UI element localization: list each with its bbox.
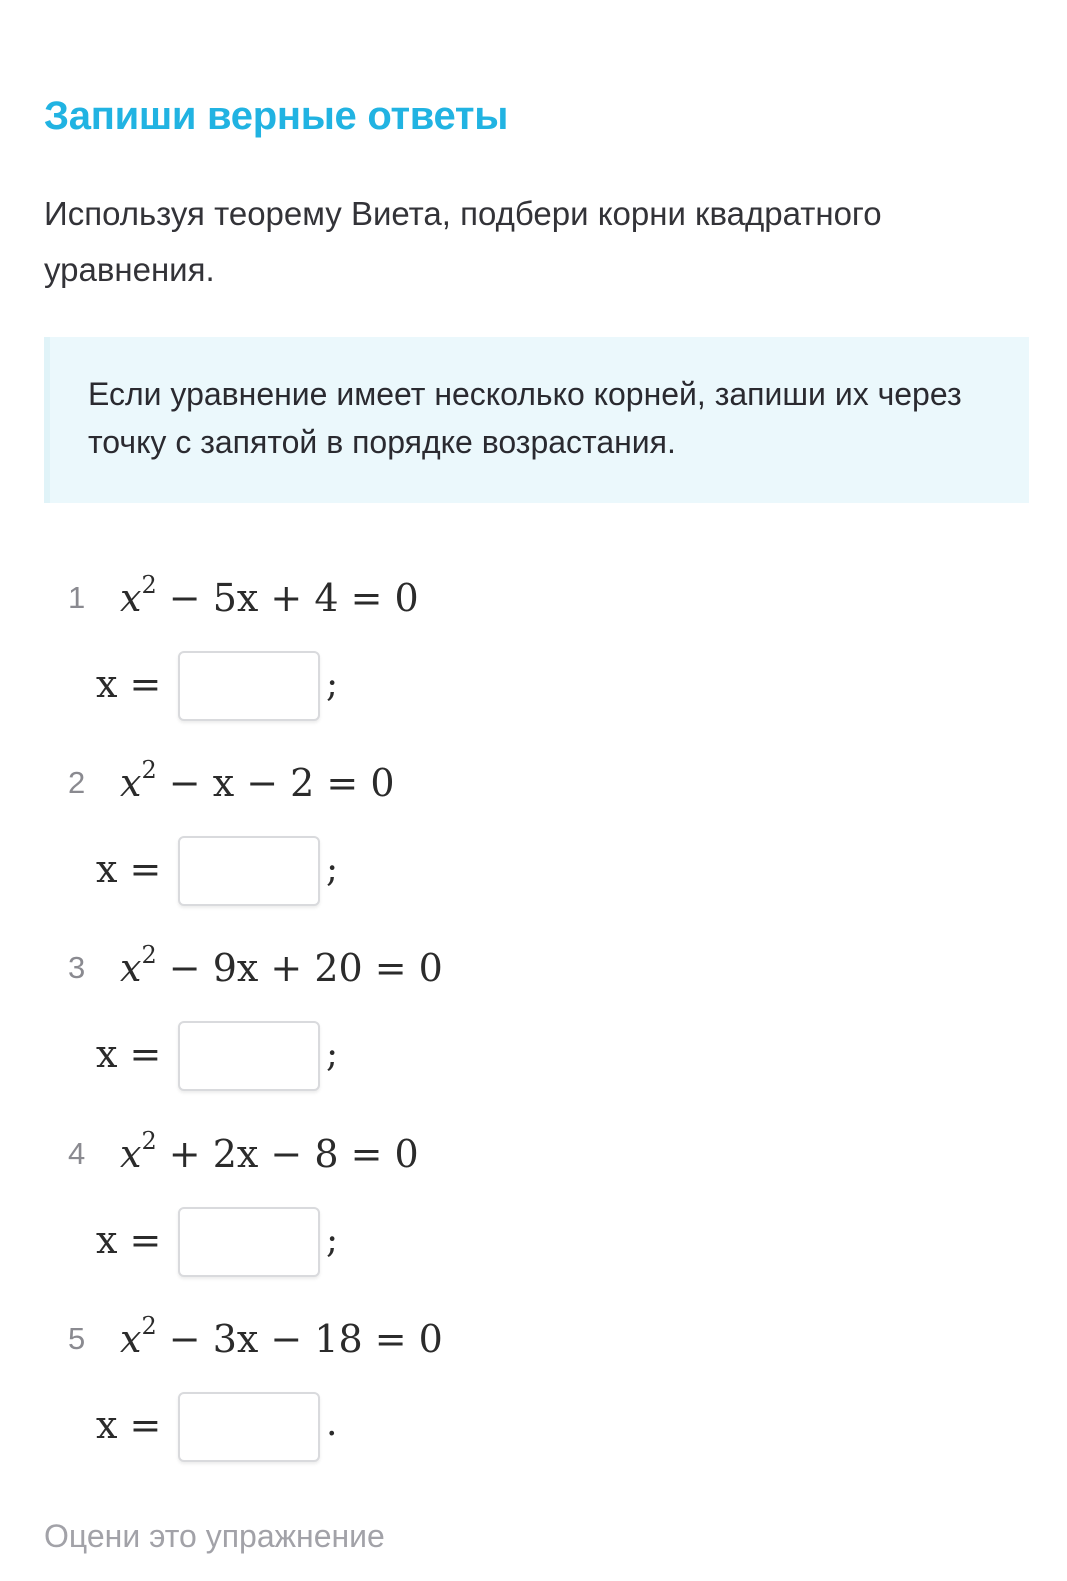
equation-exponent: 2 [141, 1127, 157, 1155]
answer-input-5[interactable] [178, 1392, 320, 1462]
task-equation [120, 571, 419, 620]
equation-exponent: 2 [141, 1312, 157, 1340]
equation-rest: − x − 2 = 0 [156, 761, 395, 805]
answer-separator: . [326, 1403, 338, 1444]
task-number: 1 [68, 580, 86, 615]
task-equation [120, 756, 395, 805]
answer-label: x = [96, 1032, 162, 1076]
equation-variable: x [120, 946, 142, 990]
equation-rest: − 5x + 4 = 0 [156, 576, 419, 620]
equation-variable: x [120, 1132, 142, 1176]
hint-text: Если уравнение имеет несколько корней, запиши их через точку с запятой в порядке возрастания. [88, 376, 962, 460]
task-number: 5 [68, 1321, 86, 1356]
answer-separator: ; [326, 664, 339, 705]
task-equation [120, 1312, 443, 1361]
equation-rest: − 3x − 18 = 0 [156, 1317, 443, 1361]
task-number: 2 [68, 765, 86, 800]
equation-variable: x [120, 1317, 142, 1361]
hint-box [44, 337, 1029, 503]
equation-exponent: 2 [141, 756, 157, 784]
instruction-text: Используя теорему Виета, подбери корни квадратного уравнения. [44, 195, 882, 288]
answer-separator: ; [326, 1034, 339, 1075]
task-number: 4 [68, 1136, 86, 1171]
equation-rest: − 9x + 20 = 0 [156, 946, 443, 990]
answer-label: x = [96, 662, 162, 706]
answer-input-2[interactable] [178, 836, 320, 906]
answer-input-1[interactable] [178, 651, 320, 721]
equation-variable: x [120, 576, 142, 620]
task-equation [120, 941, 443, 990]
equation-exponent: 2 [141, 941, 157, 969]
answer-label: x = [96, 847, 162, 891]
answer-label: x = [96, 1218, 162, 1262]
task-equation [120, 1127, 419, 1176]
answer-input-4[interactable] [178, 1207, 320, 1277]
answer-label: x = [96, 1403, 162, 1447]
equation-exponent: 2 [141, 571, 157, 599]
answer-input-3[interactable] [178, 1021, 320, 1091]
equation-rest: + 2x − 8 = 0 [156, 1132, 419, 1176]
rate-exercise-label[interactable]: Оцени это упражнение [44, 1518, 385, 1554]
equation-variable: x [120, 761, 142, 805]
answer-separator: ; [326, 849, 339, 890]
page-title: Запиши верные ответы [44, 94, 509, 138]
task-number: 3 [68, 950, 86, 985]
answer-separator: ; [326, 1220, 339, 1261]
